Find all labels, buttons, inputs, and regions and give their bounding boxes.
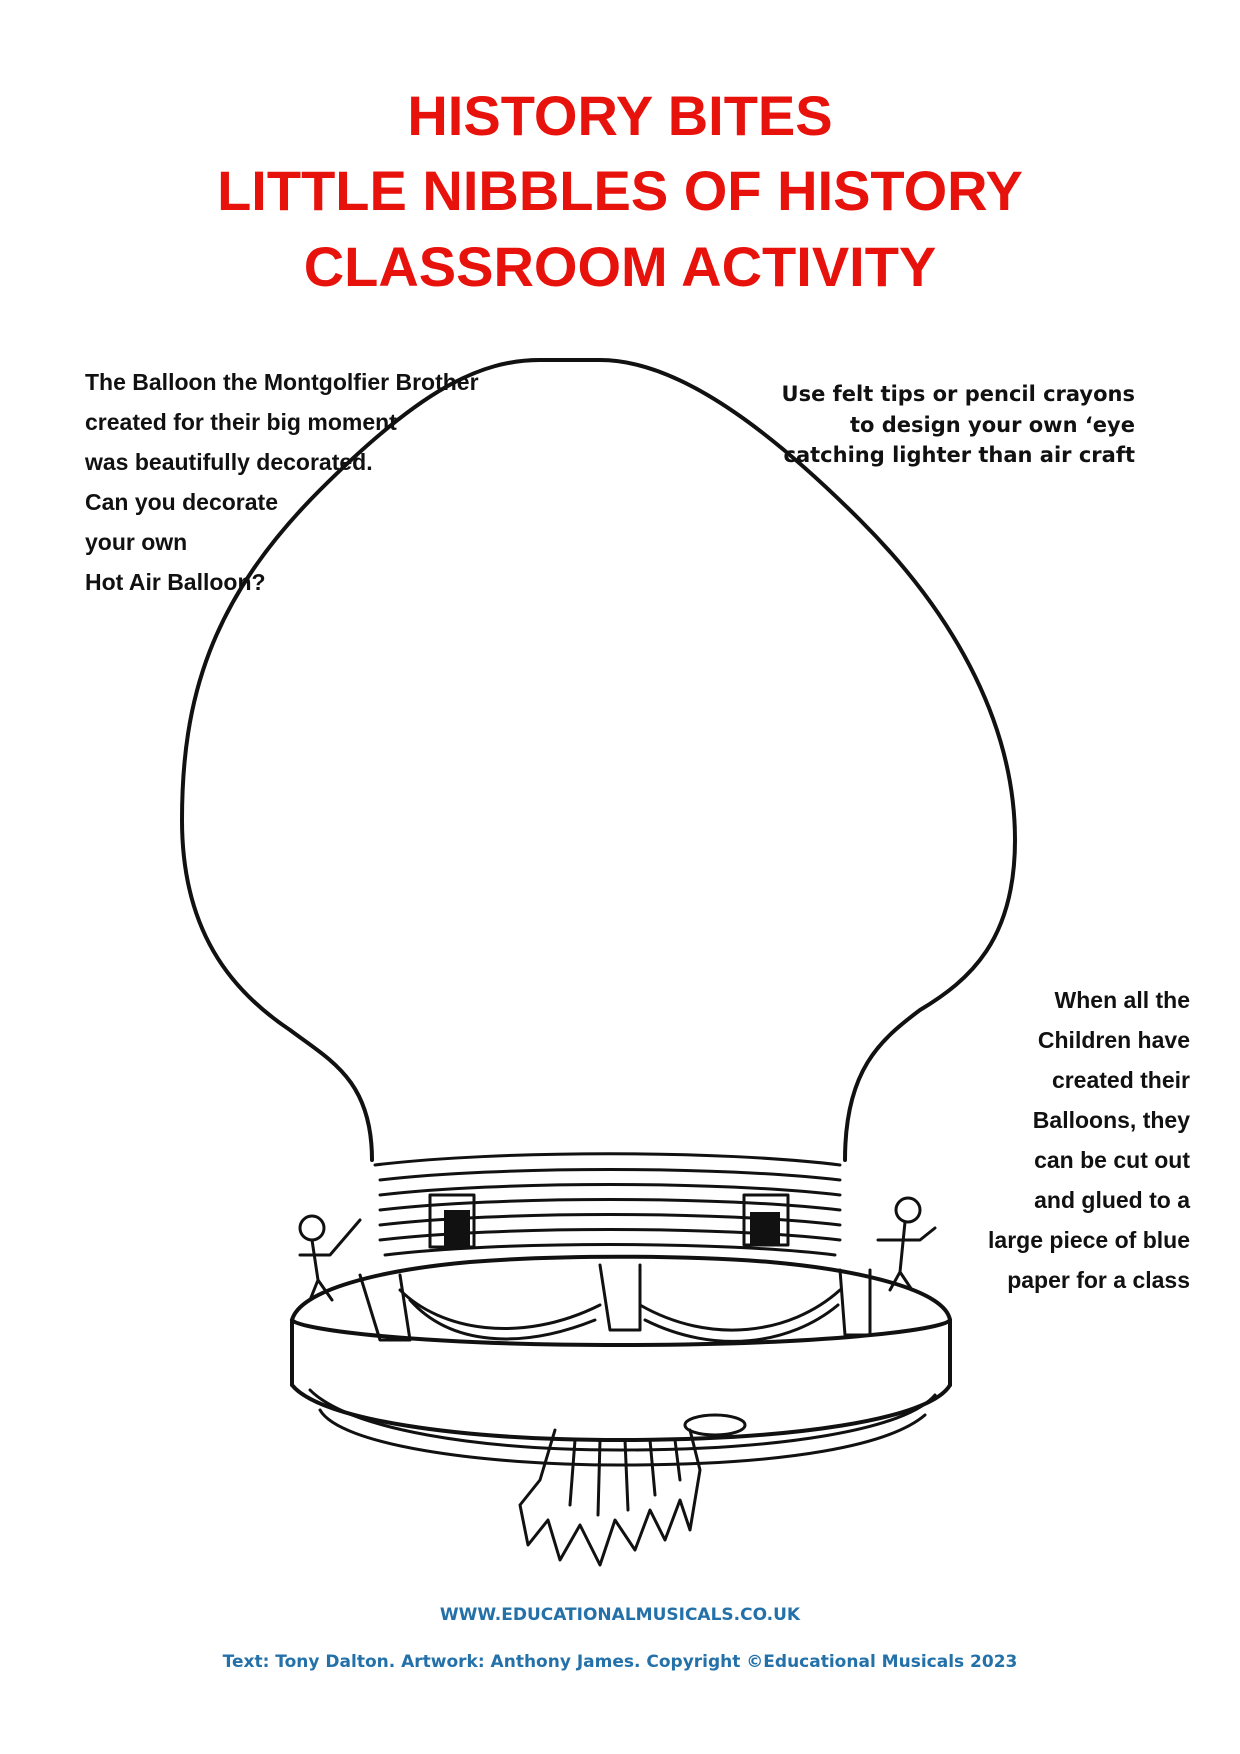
gallery-top-rim (292, 1257, 950, 1320)
intro-line: The Balloon the Montgolfier Brother (85, 369, 479, 395)
afterwards-line: Children have (1037, 1027, 1190, 1053)
intro-line: your own (85, 529, 188, 555)
afterwards-line: When all the (1054, 987, 1190, 1013)
intro-line: Can you decorate (85, 489, 278, 515)
instructions-text (782, 379, 1135, 471)
intro-line: created for their big moment (85, 409, 397, 435)
figure-right (878, 1198, 935, 1290)
afterwards-line: can be cut out (1034, 1147, 1190, 1173)
title-history-bites: HISTORY BITES (407, 84, 833, 147)
title-classroom-activity: CLASSROOM ACTIVITY (303, 235, 937, 298)
afterwards-line: and glued to a (1034, 1187, 1190, 1213)
gallery-drapes (360, 1265, 870, 1341)
afterwards-text (988, 980, 1190, 1300)
figure-left (300, 1216, 360, 1300)
credit-line: Text: Tony Dalton. Artwork: Anthony James. Copyright ©Educational Musicals 2023 (222, 1652, 1018, 1672)
instructions-line: catching lighter than air craft (783, 443, 1135, 467)
instructions-line: to design your own ‘eye (849, 412, 1135, 437)
title-little-nibbles: LITTLE NIBBLES OF HISTORY (217, 159, 1023, 222)
afterwards-line: paper for a class (1007, 1267, 1190, 1293)
website-link[interactable]: WWW.EDUCATIONALMUSICALS.CO.UK (439, 1605, 801, 1625)
afterwards-line: large piece of blue (988, 1227, 1190, 1253)
intro-text (85, 362, 479, 602)
intro-line: was beautifully decorated. (85, 449, 373, 475)
afterwards-line: created their (1051, 1067, 1190, 1093)
afterwards-line: Balloons, they (1032, 1107, 1190, 1133)
intro-line: Hot Air Balloon? (85, 569, 266, 595)
instructions-line: Use felt tips or pencil crayons (781, 382, 1135, 406)
